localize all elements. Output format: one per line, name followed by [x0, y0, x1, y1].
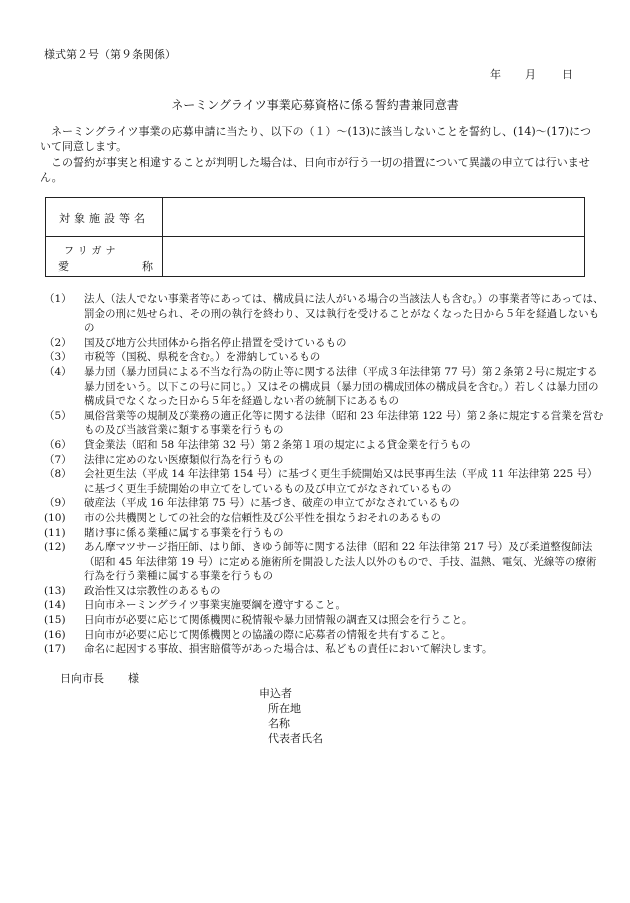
list-item-number: （8）	[44, 468, 72, 481]
list-item-text: 法律に定めのない医療類似行為を行うもの	[84, 453, 284, 466]
list-item	[44, 453, 604, 468]
list-item-number: （4）	[44, 365, 72, 378]
list-item-number: （3）	[44, 351, 72, 364]
list-item-text: 会社更生法（平成 14 年法律第 154 号）に基づく更生手続開始又は民事再生法（平成 11 年法律第 225 号）に基づく更生手続開始の申立てをしているもの及び申立てがなされているもの	[84, 468, 598, 495]
list-item-text: 法人（法人でない事業者等にあっては、構成員に法人がいる場合の当該法人も含む。）の事業者等にあっては、罰金の刑に処せられ、その刑の執行を終わり、又は執行を受けることがなくなった日から５年を経過しないもの	[84, 293, 604, 335]
facility-name-row	[46, 198, 584, 237]
list-item-text: 市税等（国税、県税を含む。）を滞納しているもの	[84, 351, 321, 364]
document-title: ネーミングライツ事業応募資格に係る誓約書兼同意書	[171, 98, 459, 112]
date-year-label: 年	[490, 68, 501, 81]
list-item	[44, 336, 604, 351]
list-item-number: （7）	[44, 453, 72, 466]
list-item-number: (16)	[44, 628, 66, 641]
date-day-label: 日	[562, 68, 573, 81]
list-item	[44, 628, 604, 643]
list-item-text: 国及び地方公共団体から指名停止措置を受けているもの	[84, 336, 347, 349]
list-item-number: (11)	[44, 526, 66, 539]
list-item	[44, 438, 604, 453]
representative-label: 代表者氏名	[268, 732, 323, 745]
intro-paragraph-pledge: ネーミングライツ事業の応募申請に当たり、以下の（１）～(13)に該当しないことを誓約し、(14)～(17)について同意します。	[40, 125, 591, 153]
list-item-number: (15)	[44, 614, 66, 627]
list-item-number: （2）	[44, 336, 72, 349]
list-item-number: (14)	[44, 599, 66, 612]
list-item-text: 貸金業法（昭和 58 年法律第 32 号）第２条第１項の規定による貸金業を行うもの	[84, 438, 471, 451]
list-item-number: (10)	[44, 511, 66, 524]
list-item-text: 政治性又は宗教性のあるもの	[84, 584, 221, 597]
list-item	[44, 642, 604, 657]
list-item-text: 破産法（平成 16 年法律第 75 号）に基づき、破産の申立てがなされているもの	[84, 497, 460, 510]
list-item-text: 賭け事に係る業種に属する事業を行うもの	[84, 526, 284, 539]
addressee-mayor: 日向市長	[60, 672, 104, 685]
list-item	[44, 526, 604, 541]
applicant-label: 申込者	[259, 687, 292, 700]
list-item	[44, 409, 604, 438]
list-item	[44, 467, 604, 496]
facility-info-table	[45, 197, 585, 277]
list-item	[44, 540, 604, 584]
table-divider	[162, 237, 163, 276]
list-item-number: （6）	[44, 438, 72, 451]
list-item-text: 日向市ネーミングライツ事業実施要綱を遵守すること。	[84, 599, 346, 612]
list-item	[44, 365, 604, 409]
list-item	[44, 613, 604, 628]
list-item-number: （9）	[44, 497, 72, 510]
list-item-text: 命名に起因する事故、損害賠償等があった場合は、私どもの責任において解決します。	[84, 643, 493, 656]
addressee-honorific: 様	[128, 672, 139, 685]
list-item-text: あん摩マツサージ指圧師、はり師、きゆう師等に関する法律（昭和 22 年法律第 217 号）及び柔道整復師法（昭和 45 年法律第 19 号）に定める施術所を開設した法人以外のもので、手技、温熱、電気、光線等の療術行為を行う業種に属する事業を行うもの	[84, 541, 597, 583]
facility-name-label: 対象施設等名	[59, 212, 149, 225]
nickname-furigana-label: フリガナ	[64, 246, 120, 257]
list-item	[44, 584, 604, 599]
nickname-row	[46, 237, 584, 276]
conditions-list	[44, 292, 604, 657]
list-item	[44, 350, 604, 365]
list-item	[44, 496, 604, 511]
list-item-number: (13)	[44, 584, 66, 597]
list-item-number: （1）	[44, 293, 72, 305]
form-number: 様式第２号（第９条関係）	[44, 48, 176, 61]
list-item-number: (12)	[44, 541, 66, 554]
list-item-text: 市の公共機関としての社会的な信頼性及び公平性を損なうおそれのあるもの	[84, 511, 441, 524]
list-item	[44, 511, 604, 526]
intro-paragraph-objection: この誓約が事実と相違することが判明した場合は、日向市が行う一切の措置について異議の申立ては行いません。	[40, 156, 590, 184]
list-item-text: 風俗営業等の規制及び業務の適正化等に関する法律（昭和 23 年法律第 122 号）第２条に規定する営業を営むもの及び当該営業に類する事業を行うもの	[84, 409, 604, 437]
list-item-number: (17)	[44, 643, 66, 656]
list-item-text: 日向市が必要に応じて関係機関に税情報や暴力団情報の調査又は照会を行うこと。	[84, 614, 473, 627]
list-item-number: （5）	[44, 409, 72, 422]
nickname-label-sho: 称	[142, 260, 153, 273]
list-item-text: 日向市が必要に応じて関係機関との協議の際に応募者の情報を共有すること。	[84, 628, 452, 641]
list-item-text: 暴力団（暴力団員による不当な行為の防止等に関する法律（平成３年法律第 77 号）第２条第２号に規定する暴力団をいう。以下この号に同じ。）又はその構成員（暴力団の構成団体の構成員を含む。）若しくは暴力団の構成員でなくなった日から５年を経過しない者の統制下にあるもの	[84, 365, 599, 408]
nickname-label-ai: 愛	[58, 260, 69, 273]
list-item	[44, 598, 604, 613]
date-month-label: 月	[525, 68, 536, 81]
address-label: 所在地	[268, 702, 301, 715]
list-item	[44, 292, 604, 336]
name-label: 名称	[268, 717, 290, 730]
table-divider	[162, 198, 163, 236]
